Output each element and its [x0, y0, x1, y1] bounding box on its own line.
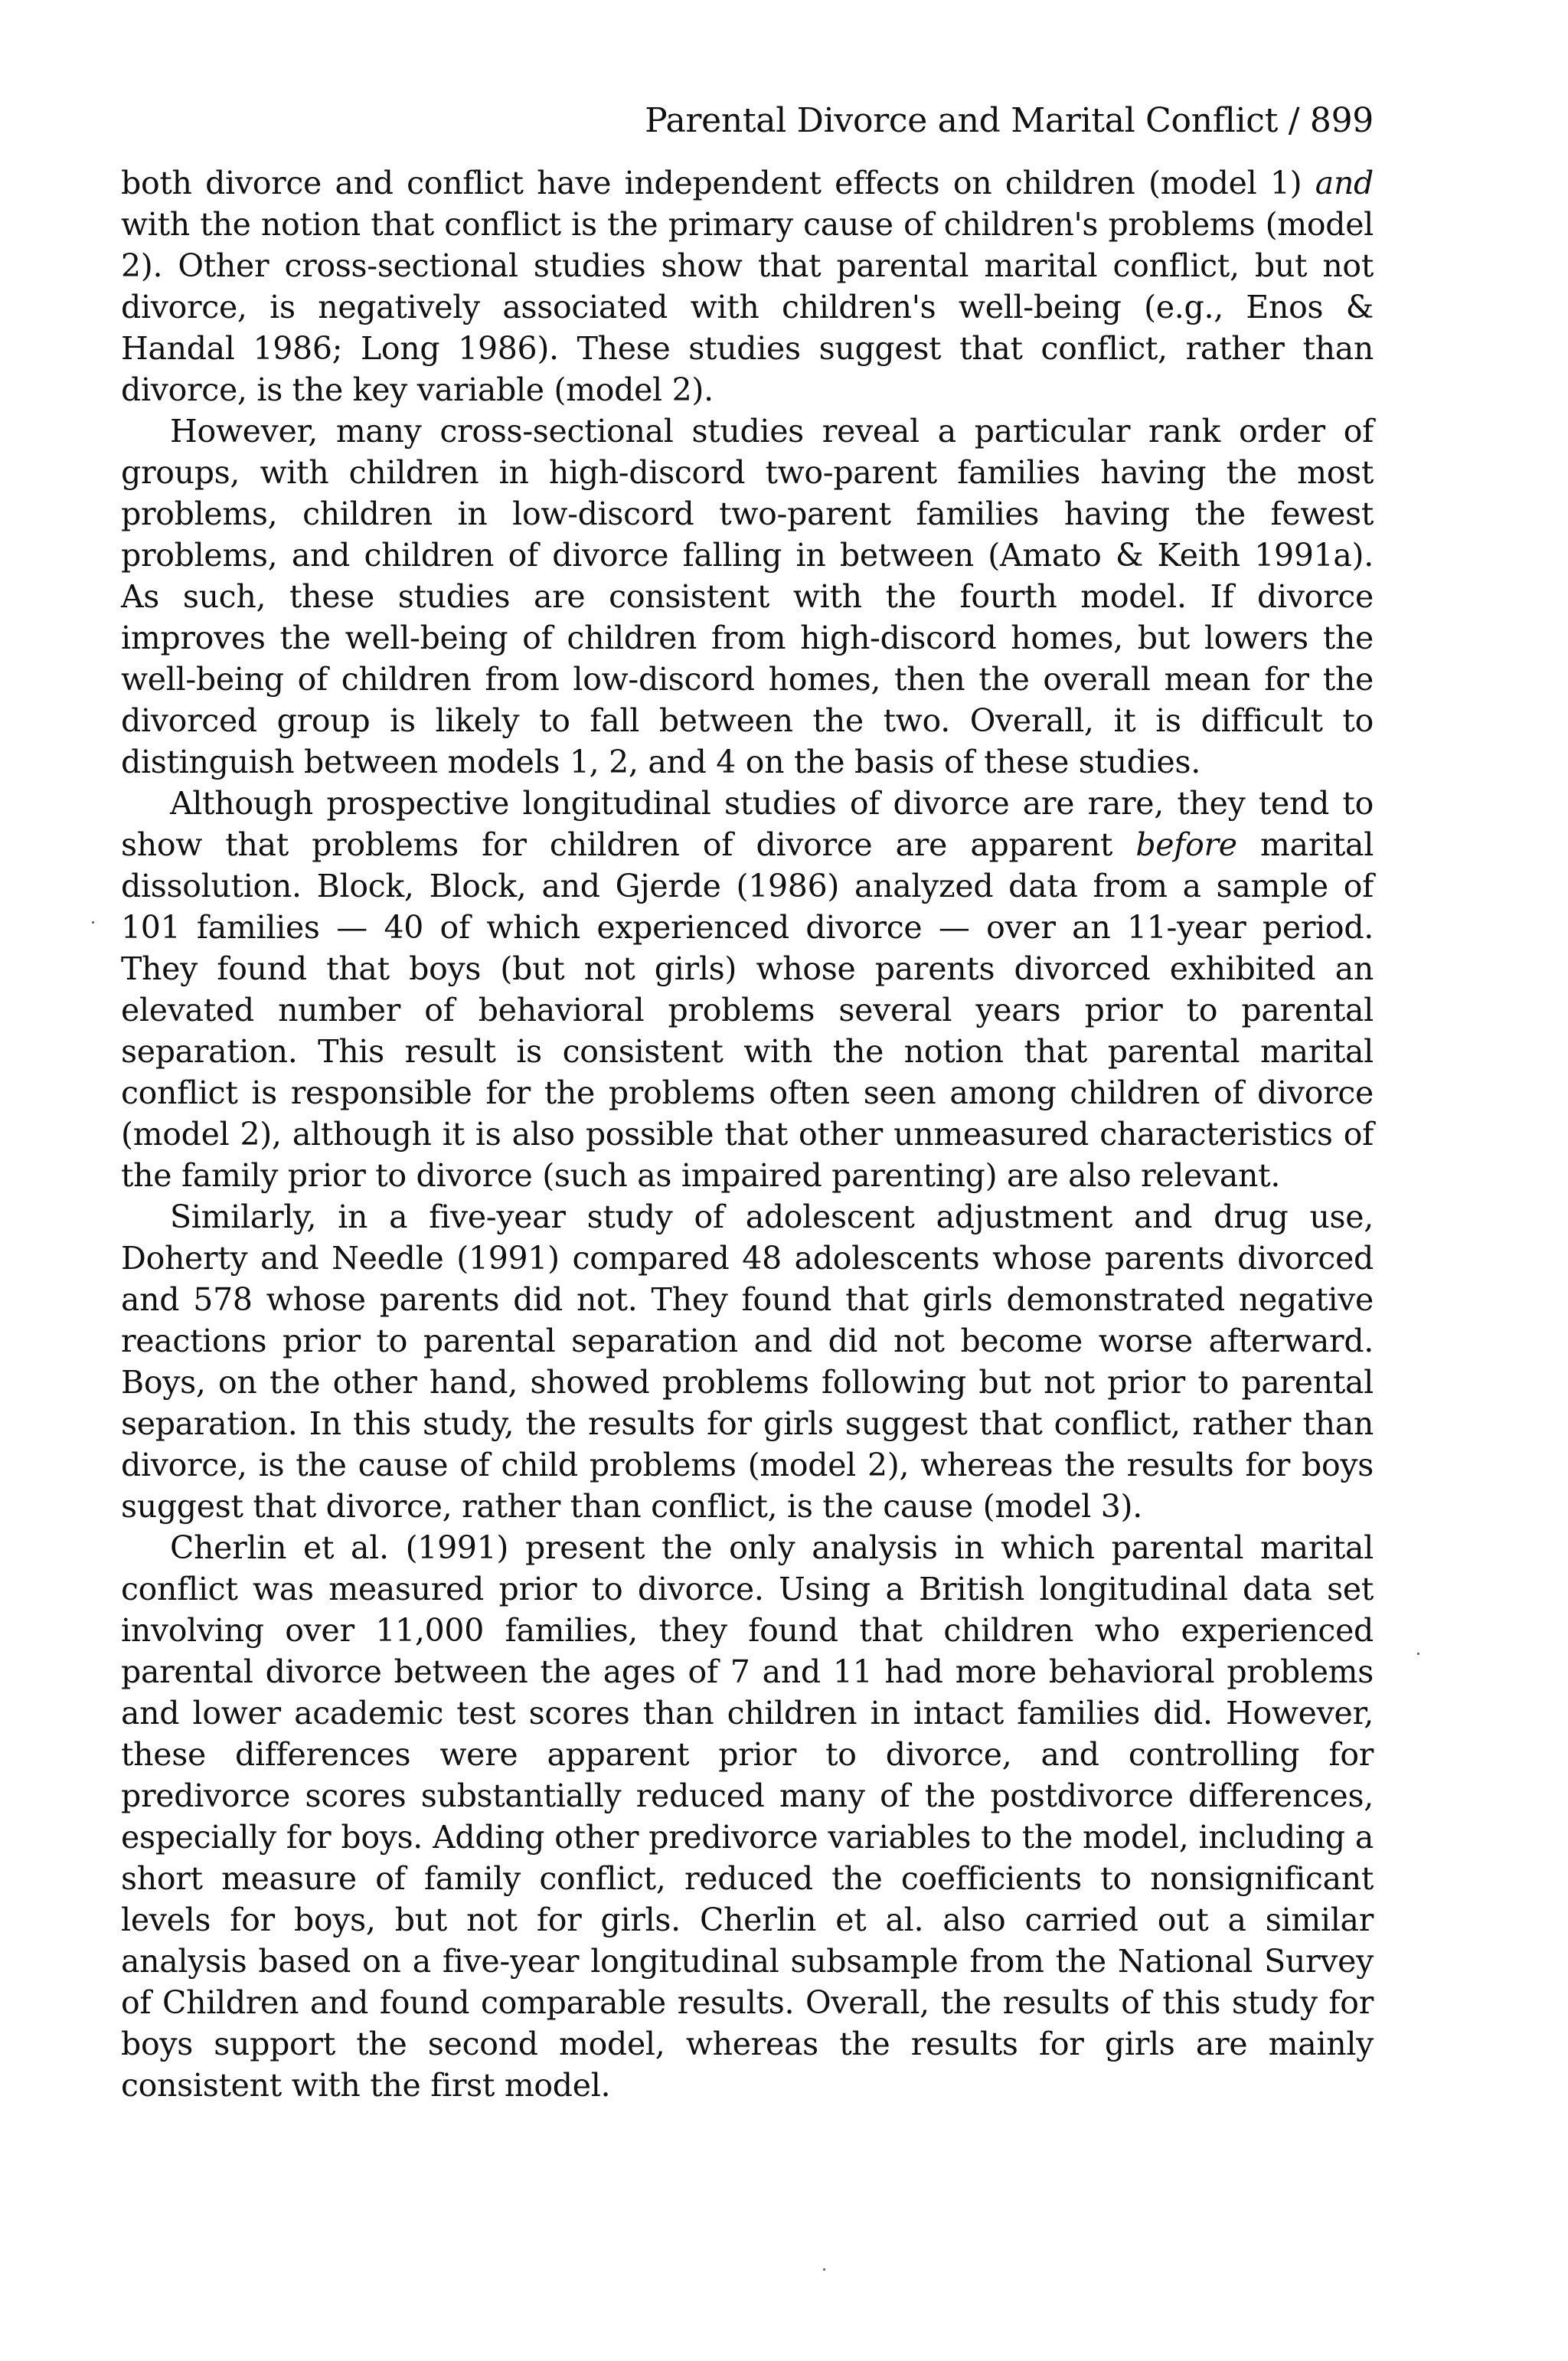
- paragraph-segment: Although prospective longitudinal studies of divorce are rare, they tend to show that problems for children of divorce are apparent: [121, 785, 1374, 863]
- paragraph: [121, 1527, 1374, 2106]
- scan-speck: [1417, 1653, 1419, 1655]
- scan-speck: [823, 2268, 825, 2271]
- paragraph-segment: Cherlin et al. (1991) present the only analysis in which parental marital conflict was measured prior to divorce. Using a British longitudinal data set involving over 11,000 families, they found that children who experienced parental divorce between the ages of 7 and 11 had more behavioral problems and lower academic test scores than children in intact families did. However, these differences were apparent prior to divorce, and controlling for predivorce scores substantially reduced many of the postdivorce differences, especially for boys. Adding other predivorce variables to the model, including a short measure of family conflict, reduced the coefficients to nonsignificant levels for boys, but not for girls. Cherlin et al. also carried out a similar analysis based on a five-year longitudinal subsample from the National Survey of Children and found comparable results. Overall, the results of this study for boys support the second model, whereas the results for girls are mainly consistent with the first model.: [121, 1529, 1374, 2104]
- body-text: [121, 162, 1374, 2106]
- paragraph-segment: both divorce and conflict have independent effects on children (model 1): [121, 165, 1315, 201]
- paragraph: [121, 1196, 1374, 1527]
- running-head: Parental Divorce and Marital Conflict / 899: [645, 101, 1374, 140]
- paragraph-continuation: [121, 162, 1374, 410]
- paragraph-segment: with the notion that conflict is the primary cause of children's problems (model 2). Other cross-sectional studies show that parental marital conflict, but not divorce, is negatively associated with children's well-being (e.g., Enos & Handal 1986; Long 1986). These studies suggest that conflict, rather than divorce, is the key variable (model 2).: [121, 206, 1374, 408]
- paragraph: [121, 783, 1374, 1196]
- paragraph-segment: However, many cross-sectional studies reveal a particular rank order of groups, with children in high-discord two-parent families having the most problems, children in low-discord two-parent families having the fewest problems, and children of divorce falling in between (Amato & Keith 1991a). As such, these studies are consistent with the fourth model. If divorce improves the well-being of children from high-discord homes, but lowers the well-being of children from low-discord homes, then the overall mean for the divorced group is likely to fall between the two. Overall, it is difficult to distinguish between models 1, 2, and 4 on the basis of these studies.: [121, 413, 1374, 780]
- paragraph-segment: marital dissolution. Block, Block, and Gjerde (1986) analyzed data from a sample of 101 families — 40 of which experienced divorce — over an 11-year period. They found that boys (but not girls) whose parents divorced exhibited an elevated number of behavioral problems several years prior to parental separation. This result is consistent with the notion that parental marital conflict is responsible for the problems often seen among children of divorce (model 2), although it is also possible that other unmeasured characteristics of the family prior to divorce (such as impaired parenting) are also relevant.: [121, 826, 1374, 1194]
- paragraph-segment-italic: before: [1135, 826, 1237, 863]
- paragraph-segment-italic: and: [1315, 165, 1374, 201]
- paragraph-segment: Similarly, in a five-year study of adolescent adjustment and drug use, Doherty and Needle (1991) compared 48 adolescents whose parents divorced and 578 whose parents did not. They found that girls demonstrated negative reactions prior to parental separation and did not become worse afterward. Boys, on the other hand, showed problems following but not prior to parental separation. In this study, the results for girls suggest that conflict, rather than divorce, is the cause of child problems (model 2), whereas the results for boys suggest that divorce, rather than conflict, is the cause (model 3).: [121, 1198, 1374, 1525]
- scan-speck: [92, 921, 94, 924]
- paragraph: [121, 410, 1374, 783]
